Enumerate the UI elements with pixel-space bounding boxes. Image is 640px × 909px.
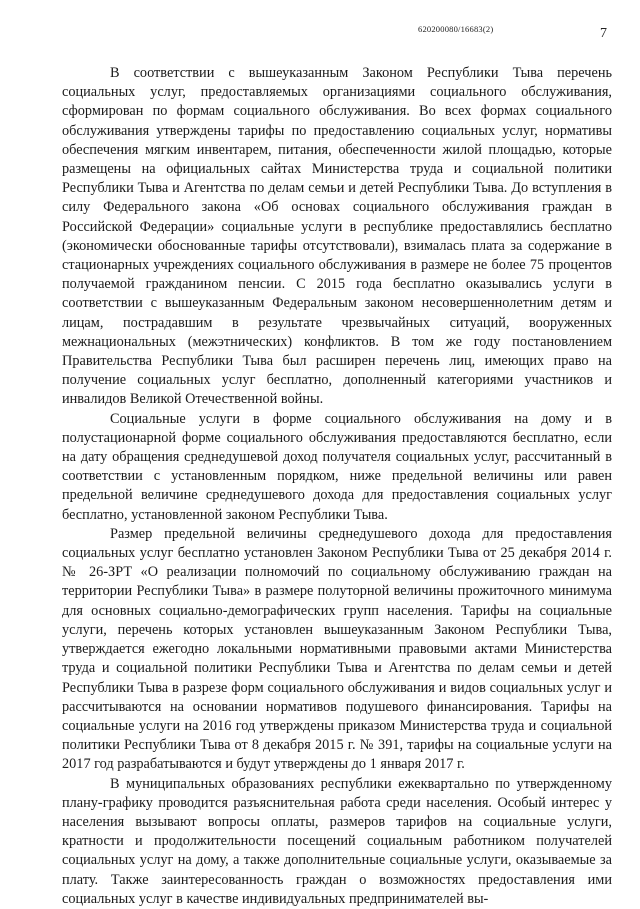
document-body: [62, 64, 612, 909]
page-number: 7: [600, 26, 607, 41]
paragraph-4: В муниципальных образованиях республики ежеквартально по утвержденному плану-графику проводится разъяснительная работа среди населения. Особый интерес у населения вызывают вопросы оплаты, размеров тарифов на социальные услуги, кратности и продолжительности посещений социальным работником получателей социальных услуг на дому, а также дополнительные социальные услуги, оказываемые за плату. Также заинтересованность граждан о возможностях предоставления ими социальных услуг в качестве индивидуальных предпринимателей вы-: [62, 775, 612, 907]
paragraph-2: Социальные услуги в форме социального обслуживания на дому и в полустационарной форме социального обслуживания предоставляются бесплатно, если на дату обращения среднедушевой доход получателя социальных услуг, рассчитанный в соответствии с установленным порядком, ниже предельной величины или равен предельной величине среднедушевого дохода для предоставления социальных услуг бесплатно, установленной законом Республики Тыва.: [62, 410, 612, 523]
paragraph-1: В соответствии с вышеуказанным Законом Республики Тыва перечень социальных услуг, предоставляемых организациями социального обслуживания, сформирован по формам социального обслуживания. Во всех формах социального обслуживания утверждены тарифы по предоставлению социальных услуг, нормативы обеспечения мягким инвентарем, питания, обеспеченности жилой площадью, которые размещены на официальных сайтах Министерства труда и социальной политики Республики Тыва и Агентства по делам семьи и детей Республики Тыва. До вступления в силу Федерального закона «Об основах социального обслуживания граждан в Российской Федерации» социальные услуги в республике предоставлялись бесплатно (экономически обоснованные тарифы отсутствовали), взималась плата за содержание в стационарных учреждениях социального обслуживания в размере не более 75 процентов получаемой гражданином пенсии. С 2015 года бесплатно оказывались услуги в соответствии с вышеуказанным Федеральным законом несовершеннолетним детям и лицам, пострадавшим в результате чрезвычайных ситуаций, вооруженных межнациональных (межэтнических) конфликтов. В том же году постановлением Правительства Республики Тыва был расширен перечень лиц, имеющих право на получение социальных услуг бесплатно, дополненный категориями участников и инвалидов Великой Отечественной войны.: [62, 65, 612, 408]
paragraph-3: Размер предельной величины среднедушевого дохода для предоставления социальных услуг бесплатно установлен Законом Республики Тыва от 25 декабря 2014 г. № 26-ЗРТ «О реализации полномочий по социальному обслуживанию граждан на территории Республики Тыва» в размере полуторной величины прожиточного минимума для основных социально-демографических групп населения. Тарифы на социальные услуги, перечень которых установлен вышеуказанным Законом Республики Тыва, утверждается ежегодно локальными нормативными правовыми актами Министерства труда и социальной политики Республики Тыва и Агентства по делам семьи и детей Республики Тыва в разрезе форм социального обслуживания и видов социальных услуг и рассчитываются на основании нормативов подушевого финансирования. Тарифы на социальные услуги на 2016 год утверждены приказом Министерства труда и социальной политики Республики Тыва от 8 декабря 2015 г. № 391, тарифы на социальные услуги на 2017 год разрабатываются и будут утверждены до 1 января 2017 г.: [62, 525, 612, 773]
document-code: 620200080/16683(2): [418, 24, 494, 34]
